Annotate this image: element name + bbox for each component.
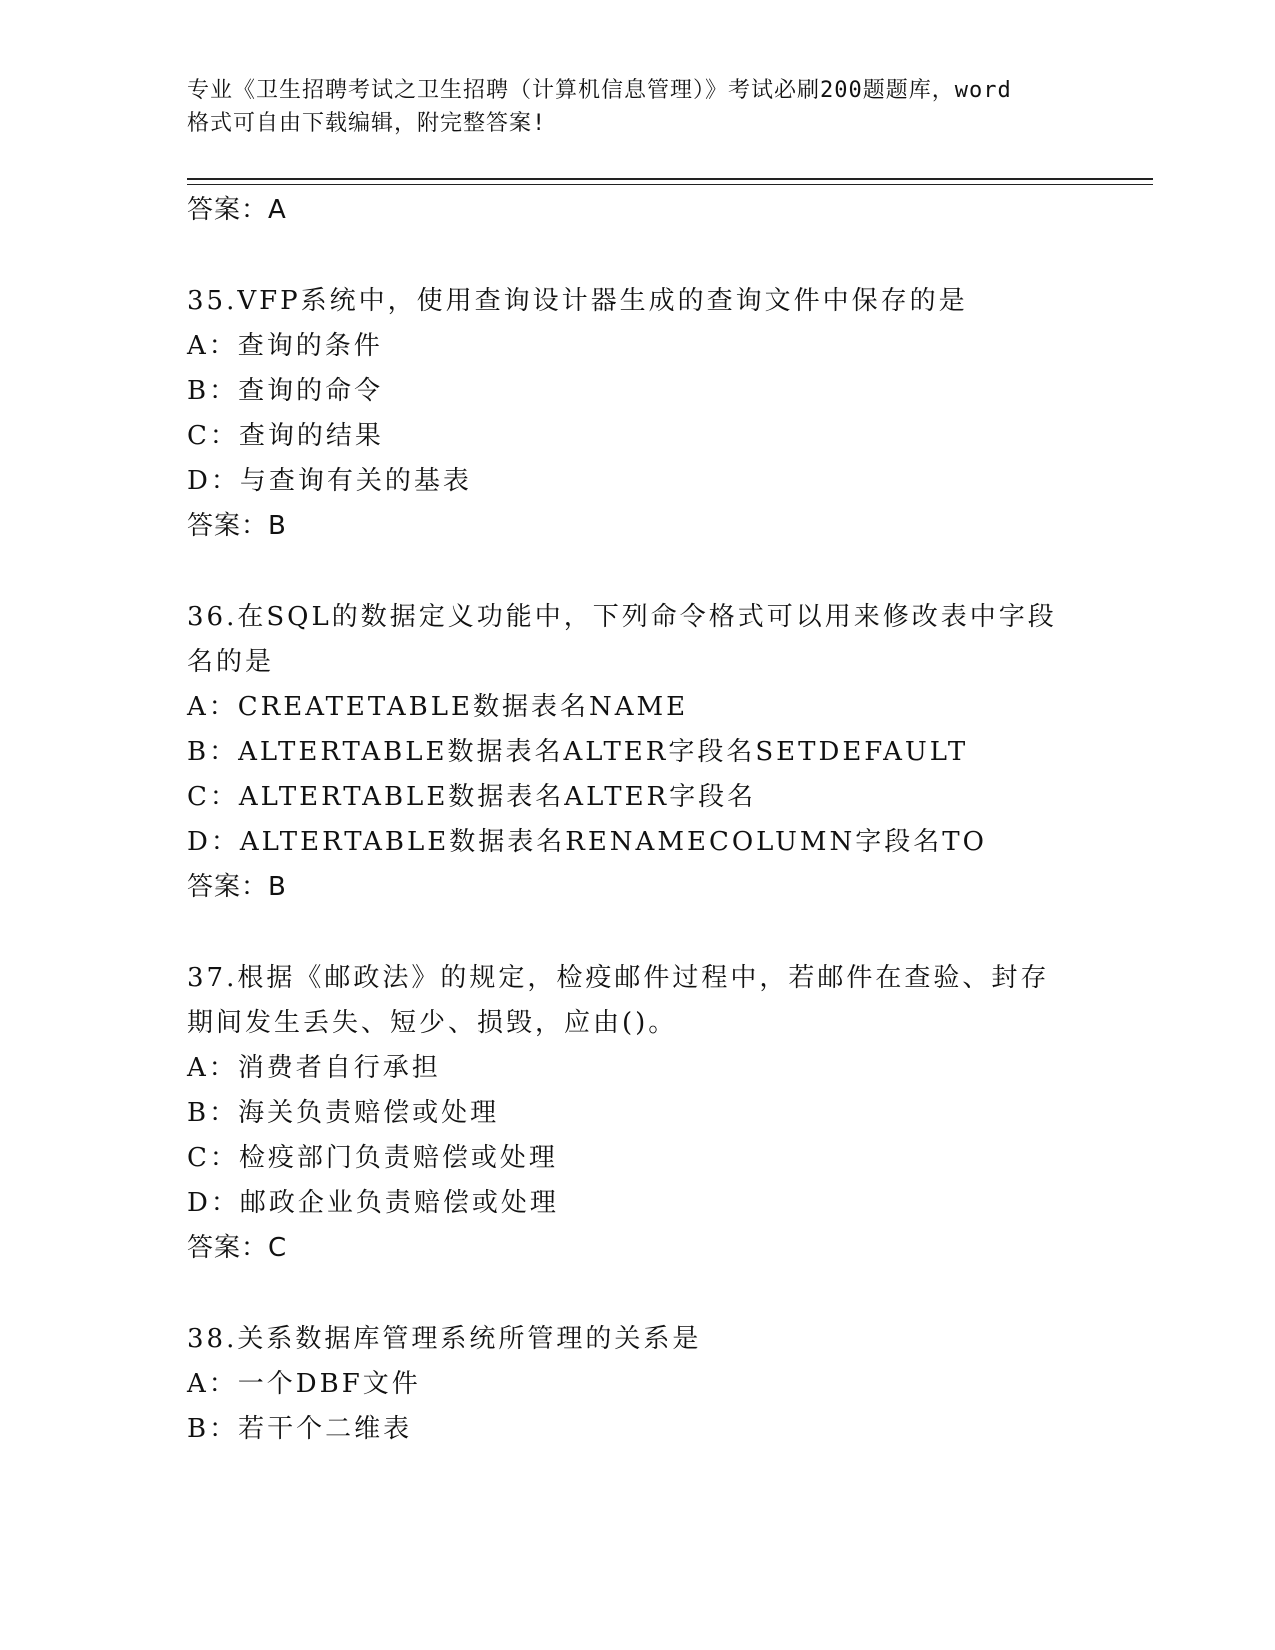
question-item [187,595,1087,910]
option-d: D：ALTERTABLE数据表名RENAMECOLUMN字段名TO [187,827,987,857]
header-line-2: 格式可自由下载编辑，附完整答案! [187,111,547,136]
answer-line: 答案：B [187,872,287,902]
header-line-1: 专业《卫生招聘考试之卫生招聘（计算机信息管理）》考试必刷200题题库，word [187,78,1012,103]
option-a: A：一个DBF文件 [187,1369,421,1399]
option-d: D：与查询有关的基表 [187,466,472,496]
answer-line: 答案：A [187,195,287,225]
header-divider-thick [187,178,1153,180]
option-a: A：查询的条件 [187,331,383,361]
question-item [187,1317,1087,1452]
spacer [187,233,1087,279]
spacer [187,549,1087,595]
question-item [187,956,1087,1271]
option-a: A：CREATETABLE数据表名NAME [187,692,689,722]
option-c: C：检疫部门负责赔偿或处理 [187,1143,558,1173]
spacer [187,910,1087,956]
option-c: C：ALTERTABLE数据表名ALTER字段名 [187,782,757,812]
question-text: 36.在SQL的数据定义功能中，下列命令格式可以用来修改表中字段名的是 [187,602,1057,677]
option-d: D：邮政企业负责赔偿或处理 [187,1188,559,1218]
answer-line: 答案：C [187,1233,288,1263]
option-a: A：消费者自行承担 [187,1053,441,1083]
question-text: 35.VFP系统中，使用查询设计器生成的查询文件中保存的是 [187,286,968,316]
header-divider-thin [187,184,1153,185]
spacer [187,1271,1087,1317]
option-b: B：若干个二维表 [187,1414,413,1444]
option-b: B：海关负责赔偿或处理 [187,1098,500,1128]
option-c: C：查询的结果 [187,421,384,451]
question-text: 38.关系数据库管理系统所管理的关系是 [187,1324,702,1354]
question-text: 37.根据《邮政法》的规定，检疫邮件过程中，若邮件在查验、封存期间发生丢失、短少、损毁，应由()。 [187,963,1050,1038]
answer-line: 答案：B [187,511,287,541]
option-b: B：查询的命令 [187,376,384,406]
document-header [187,74,1087,140]
question-item [187,279,1087,549]
question-list [187,188,1087,1452]
option-b: B：ALTERTABLE数据表名ALTER字段名SETDEFAULT [187,737,969,767]
